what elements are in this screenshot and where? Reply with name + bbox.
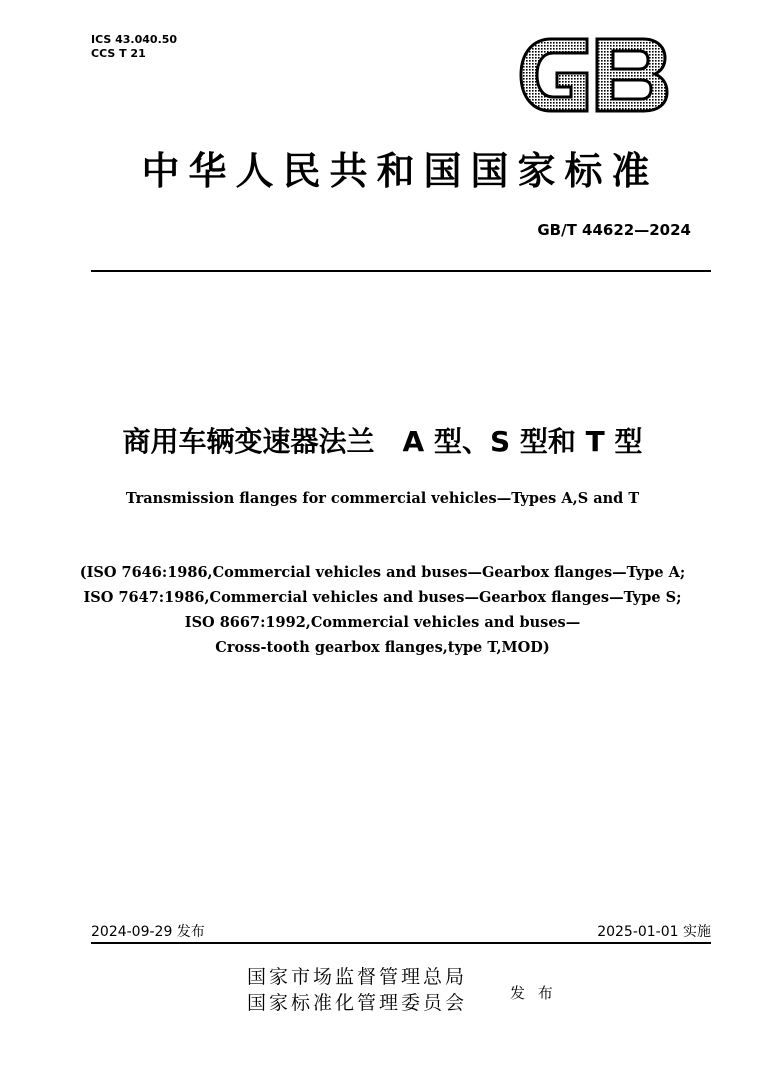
national-standard-title: 中华人民共和国国家标准	[141, 148, 659, 193]
implementation-date: 2025-01-01 实施	[597, 924, 711, 940]
issuer-sac: 国家标准化管理委员会	[247, 992, 468, 1014]
english-title: Transmission flanges for commercial vehicles—Types A,S and T	[125, 490, 640, 507]
issue-label: 发 布	[510, 984, 557, 1002]
classification-codes	[91, 33, 177, 61]
issuer-samr: 国家市场监督管理总局	[247, 966, 468, 988]
publish-date: 2024-09-29 发布	[91, 924, 205, 940]
iso-reference-line: Cross-tooth gearbox flanges,type T,MOD)	[215, 639, 550, 656]
gb-logo-icon	[517, 33, 669, 117]
bottom-divider	[91, 942, 711, 944]
iso-reference-line: ISO 8667:1992,Commercial vehicles and buses—	[184, 614, 581, 631]
iso-reference-line: ISO 7647:1986,Commercial vehicles and buses—Gearbox flanges—Type S;	[83, 589, 682, 606]
issuing-authorities	[247, 964, 467, 1016]
iso-references	[40, 560, 725, 660]
gb-logo	[517, 33, 669, 117]
standard-number: GB/T 44622—2024	[537, 221, 691, 239]
top-divider	[91, 270, 711, 272]
chinese-title: 商用车辆变速器法兰 A 型、S 型和 T 型	[122, 425, 643, 458]
ics-code: ICS 43.040.50	[91, 33, 178, 46]
ccs-code: CCS T 21	[91, 47, 146, 60]
iso-reference-line: (ISO 7646:1986,Commercial vehicles and buses—Gearbox flanges—Type A;	[79, 564, 686, 581]
